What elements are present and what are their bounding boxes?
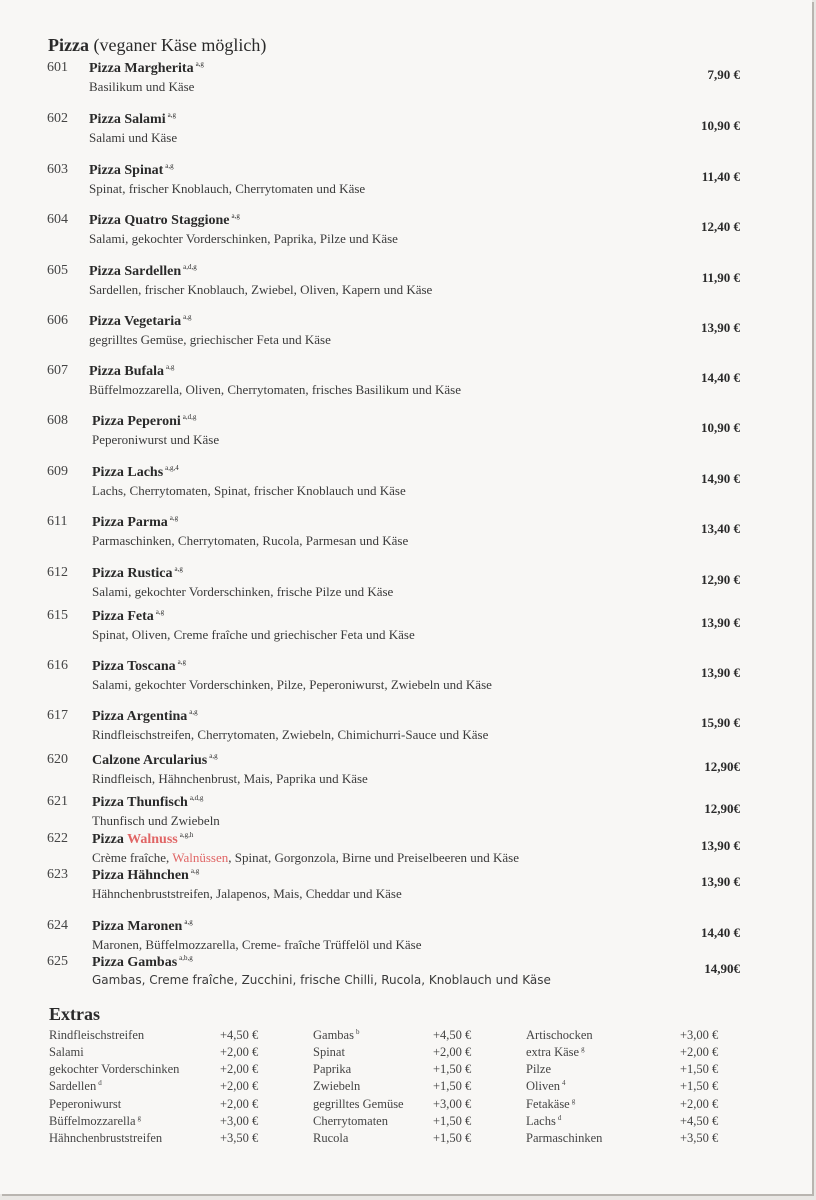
extra-label [313, 1028, 359, 1043]
extra-label-text: Cherrytomaten [313, 1114, 388, 1128]
desc-part-b: , Spinat, Gorgonzola, Birne und Preiselbeeren und Käse [228, 850, 519, 865]
item-number: 624 [47, 918, 68, 933]
menu-item-617 [0, 708, 812, 748]
item-number: 602 [47, 111, 68, 126]
extra-label [313, 1079, 360, 1094]
item-number: 625 [47, 954, 68, 969]
item-name-text: Pizza Feta [92, 609, 154, 624]
allergen-codes: a,g [189, 708, 198, 716]
menu-item-608 [0, 413, 812, 453]
extra-price: +1,50 € [433, 1131, 472, 1145]
extra-label [313, 1062, 351, 1077]
item-description [92, 850, 519, 866]
item-name-text: Pizza Toscana [92, 659, 176, 674]
item-name-text: Pizza Salami [89, 112, 166, 127]
extra-price: +2,00 € [680, 1045, 719, 1059]
item-number: 612 [47, 565, 68, 580]
item-description: Thunfisch und Zwiebeln [92, 813, 220, 828]
allergen-codes: d [557, 1114, 562, 1122]
allergen-codes: a,g [177, 658, 186, 666]
item-description: Salami, gekochter Vorderschinken, frische Pilze und Käse [92, 584, 394, 599]
item-number: 609 [47, 464, 68, 479]
extra-label-text: Parmaschinken [526, 1131, 603, 1145]
item-number: 606 [47, 313, 68, 328]
heading-rest: (veganer Käse möglich) [88, 35, 267, 55]
extra-price: +1,50 € [680, 1079, 719, 1093]
item-name [89, 313, 192, 330]
item-number: 617 [47, 708, 68, 723]
menu-item-625 [0, 954, 812, 994]
extra-label-text: Zwiebeln [313, 1079, 361, 1093]
item-description: gegrilltes Gemüse, griechischer Feta und Käse [89, 332, 331, 347]
menu-item-623 [0, 867, 812, 907]
item-price: 14,40 € [701, 925, 740, 940]
allergen-codes: a,g [166, 363, 175, 371]
menu-item-609 [0, 464, 812, 504]
item-name-prefix: Pizza [92, 832, 128, 847]
menu-item-616 [0, 658, 812, 698]
item-description: Maronen, Büffelmozzarella, Creme- fraîche Trüffelöl und Käse [92, 937, 422, 952]
extra-price: +2,00 € [220, 1079, 259, 1093]
item-name [92, 514, 178, 531]
item-description: Rindfleischstreifen, Cherrytomaten, Zwiebeln, Chimichurri-Sauce und Käse [92, 727, 489, 742]
item-number: 603 [47, 162, 68, 177]
item-name [92, 658, 186, 675]
item-name [92, 565, 183, 582]
item-price: 13,90 € [701, 320, 740, 335]
item-description: Parmaschinken, Cherrytomaten, Rucola, Parmesan und Käse [92, 533, 409, 548]
item-price: 12,40 € [701, 219, 740, 234]
allergen-codes: d [98, 1079, 102, 1087]
item-name-text: Pizza Sardellen [89, 264, 182, 279]
extra-price: +2,00 € [680, 1097, 719, 1111]
menu-item-621 [0, 794, 812, 834]
extra-label-text: Oliven [526, 1079, 561, 1093]
item-price: 13,90 € [701, 665, 740, 680]
item-name-text: Pizza Bufala [89, 364, 165, 379]
item-price: 12,90€ [704, 759, 740, 774]
item-name-text: Pizza Spinat [89, 163, 164, 178]
item-description: Peperoniwurst und Käse [92, 432, 220, 447]
item-number: 608 [47, 413, 68, 428]
item-description: Hähnchenbruststreifen, Jalapenos, Mais, Cheddar und Käse [92, 886, 402, 901]
item-name [89, 212, 240, 229]
item-name-text: Pizza Maronen [92, 919, 183, 934]
section-heading-extras: Extras [49, 1004, 100, 1024]
extra-label [526, 1131, 602, 1146]
extra-label-text: Spinat [313, 1045, 345, 1059]
item-number: 601 [47, 60, 68, 75]
item-number: 604 [47, 212, 68, 227]
item-number: 611 [47, 514, 68, 529]
item-description: Sardellen, frischer Knoblauch, Zwiebel, Oliven, Kapern und Käse [89, 282, 433, 297]
item-description: Basilikum und Käse [89, 79, 195, 94]
item-number: 605 [47, 263, 68, 278]
item-number: 622 [47, 831, 68, 846]
extra-label [526, 1028, 593, 1043]
extra-label-text: Büffelmozzarella [49, 1114, 136, 1128]
extra-label-text: Artischocken [526, 1028, 593, 1042]
allergen-codes: a,g [184, 918, 193, 926]
item-name [92, 413, 196, 430]
item-price: 15,90 € [701, 715, 740, 730]
item-name [89, 363, 174, 380]
allergen-codes: g [137, 1114, 142, 1122]
extra-label-text: Fetakäse [526, 1097, 570, 1111]
allergen-codes: a,g [183, 313, 192, 321]
extra-price: +1,50 € [680, 1062, 719, 1076]
item-name [92, 708, 198, 725]
item-number: 615 [47, 608, 68, 623]
extra-price: +3,50 € [220, 1131, 259, 1145]
item-name-text: Pizza Margherita [89, 61, 194, 76]
menu-item-601 [0, 60, 812, 100]
extra-label-text: Salami [49, 1045, 84, 1059]
allergen-codes: b [355, 1028, 360, 1036]
extra-price: +4,50 € [220, 1028, 259, 1042]
item-name-text: Pizza Peperoni [92, 414, 181, 429]
menu-item-624 [0, 918, 812, 958]
item-price: 13,90 € [701, 838, 740, 853]
item-name [92, 918, 193, 935]
extra-price: +1,50 € [433, 1062, 472, 1076]
extra-price: +2,00 € [220, 1097, 259, 1111]
extra-price: +1,50 € [433, 1079, 472, 1093]
item-price: 13,90 € [701, 615, 740, 630]
extra-label [526, 1062, 551, 1077]
item-name [92, 794, 203, 811]
extra-price: +2,00 € [433, 1045, 472, 1059]
section-heading-pizza [48, 35, 266, 56]
item-name-text: Pizza Vegetaria [89, 314, 182, 329]
item-description: Lachs, Cherrytomaten, Spinat, frischer Knoblauch und Käse [92, 483, 406, 498]
item-name [89, 60, 204, 77]
extra-label-text: Hähnchenbruststreifen [49, 1131, 163, 1145]
extra-label-text: Gambas [313, 1028, 354, 1042]
item-description: Salami, gekochter Vorderschinken, Pilze, Peperoniwurst, Zwiebeln und Käse [92, 677, 492, 692]
extra-label [526, 1045, 585, 1060]
menu-item-606 [0, 313, 812, 353]
item-description: Spinat, Oliven, Creme fraîche und griechischer Feta und Käse [92, 627, 415, 642]
menu-item-611 [0, 514, 812, 554]
item-name [92, 608, 164, 625]
allergen-codes: a,g [167, 111, 176, 119]
item-name-text: Pizza Hähnchen [92, 868, 189, 883]
extra-price: +4,50 € [433, 1028, 472, 1042]
extra-label [49, 1079, 102, 1094]
item-name [89, 162, 174, 179]
allergen-codes: a,g [190, 867, 200, 875]
item-name-text: Pizza Quatro Staggione [89, 213, 230, 228]
item-description: Spinat, frischer Knoblauch, Cherrytomaten und Käse [89, 181, 366, 196]
allergen-codes: a,d,g [189, 794, 204, 802]
extra-label [49, 1131, 162, 1146]
item-price: 7,90 € [707, 67, 740, 82]
extra-price: +1,50 € [433, 1114, 472, 1128]
item-name-text: Pizza Parma [92, 515, 168, 530]
extra-label [526, 1079, 566, 1094]
item-name-highlight: Walnuss [127, 832, 178, 847]
extra-label [313, 1114, 388, 1129]
item-price: 13,40 € [701, 521, 740, 536]
item-name-text: Pizza Rustica [92, 566, 173, 581]
menu-item-620 [0, 752, 812, 792]
menu-item-603 [0, 162, 812, 202]
item-price: 14,90 € [701, 471, 740, 486]
allergen-codes: a,g,h [179, 831, 194, 839]
item-number: 621 [47, 794, 68, 809]
item-name [92, 954, 193, 971]
extra-label [313, 1045, 345, 1060]
extra-label [526, 1114, 561, 1129]
extra-label-text: Lachs [526, 1114, 556, 1128]
allergen-codes: a,d,g [183, 263, 197, 271]
allergen-codes: g [571, 1097, 576, 1105]
menu-item-612 [0, 565, 812, 605]
extra-price: +3,00 € [433, 1097, 472, 1111]
item-price: 12,90 € [701, 572, 740, 587]
item-number: 616 [47, 658, 68, 673]
item-name-text: Pizza Thunfisch [92, 795, 188, 810]
extra-label-text: Paprika [313, 1062, 352, 1076]
extra-label [49, 1114, 141, 1129]
allergen-codes: a,g [155, 608, 165, 616]
item-name [92, 831, 193, 848]
item-price: 12,90€ [704, 801, 740, 816]
item-description: Salami und Käse [89, 130, 178, 145]
menu-item-607 [0, 363, 812, 403]
item-price: 13,90 € [701, 874, 740, 889]
allergen-codes: a,g [174, 565, 183, 573]
menu-item-605 [0, 263, 812, 303]
menu-item-604 [0, 212, 812, 252]
item-description: Gambas, Creme fraîche, Zucchini, frische Chilli, Rucola, Knoblauch und Käse [92, 973, 551, 987]
item-description: Salami, gekochter Vorderschinken, Paprika, Pilze und Käse [89, 231, 398, 246]
allergen-codes: a,d,g [182, 413, 197, 421]
item-name [92, 752, 218, 769]
item-name [89, 263, 197, 280]
item-name [89, 111, 176, 128]
allergen-codes: a,g [209, 752, 218, 760]
item-price: 10,90 € [701, 118, 740, 133]
item-price: 14,40 € [701, 370, 740, 385]
extra-label [313, 1131, 348, 1146]
extra-label [49, 1097, 121, 1112]
allergen-codes: a,g [169, 514, 179, 522]
extra-label [49, 1028, 144, 1043]
extra-label [313, 1097, 404, 1112]
extra-label [49, 1062, 179, 1077]
desc-part-a: Crème fraîche, [92, 850, 173, 865]
allergen-codes: g [581, 1045, 585, 1053]
extra-price: +3,00 € [220, 1114, 259, 1128]
extra-price: +3,00 € [680, 1028, 719, 1042]
menu-item-615 [0, 608, 812, 648]
extra-label [526, 1097, 575, 1112]
allergen-codes: a,g,4 [165, 464, 179, 472]
extra-label-text: gekochter Vorderschinken [49, 1062, 180, 1076]
extra-price: +4,50 € [680, 1114, 719, 1128]
extra-label-text: extra Käse [526, 1045, 580, 1059]
item-price: 14,90€ [704, 961, 740, 976]
allergen-codes: 4 [562, 1079, 566, 1087]
item-name-text: Pizza Argentina [92, 709, 188, 724]
item-name [92, 464, 179, 481]
item-description: Büffelmozzarella, Oliven, Cherrytomaten, frisches Basilikum und Käse [89, 382, 461, 397]
item-number: 620 [47, 752, 68, 767]
allergen-codes: a,b,g [179, 954, 193, 962]
item-name-text: Calzone Arcularius [92, 753, 208, 768]
item-price: 11,90 € [701, 270, 740, 285]
menu-item-602 [0, 111, 812, 151]
extra-label-text: Pilze [526, 1062, 551, 1076]
item-price: 11,40 € [701, 169, 740, 184]
item-name-text: Pizza Lachs [92, 465, 164, 480]
menu-item-622 [0, 831, 812, 871]
extra-label-text: Sardellen [49, 1079, 97, 1093]
desc-highlight: Walnüssen [172, 850, 229, 865]
item-description: Rindfleisch, Hähnchenbrust, Mais, Paprika und Käse [92, 771, 368, 786]
extra-price: +2,00 € [220, 1062, 259, 1076]
heading-bold: Pizza [48, 35, 89, 55]
allergen-codes: a,g [195, 60, 204, 68]
extra-price: +3,50 € [680, 1131, 719, 1145]
item-name-text: Pizza Gambas [92, 955, 178, 970]
extra-label-text: gegrilltes Gemüse [313, 1097, 404, 1111]
allergen-codes: a,g [165, 162, 174, 170]
item-price: 10,90 € [701, 420, 740, 435]
extra-price: +2,00 € [220, 1045, 259, 1059]
allergen-codes: a,g [231, 212, 240, 220]
extra-label-text: Rindfleischstreifen [49, 1028, 145, 1042]
extra-label-text: Rucola [313, 1131, 349, 1145]
extra-label-text: Peperoniwurst [49, 1097, 122, 1111]
item-number: 607 [47, 363, 68, 378]
item-number: 623 [47, 867, 68, 882]
extra-label [49, 1045, 84, 1060]
